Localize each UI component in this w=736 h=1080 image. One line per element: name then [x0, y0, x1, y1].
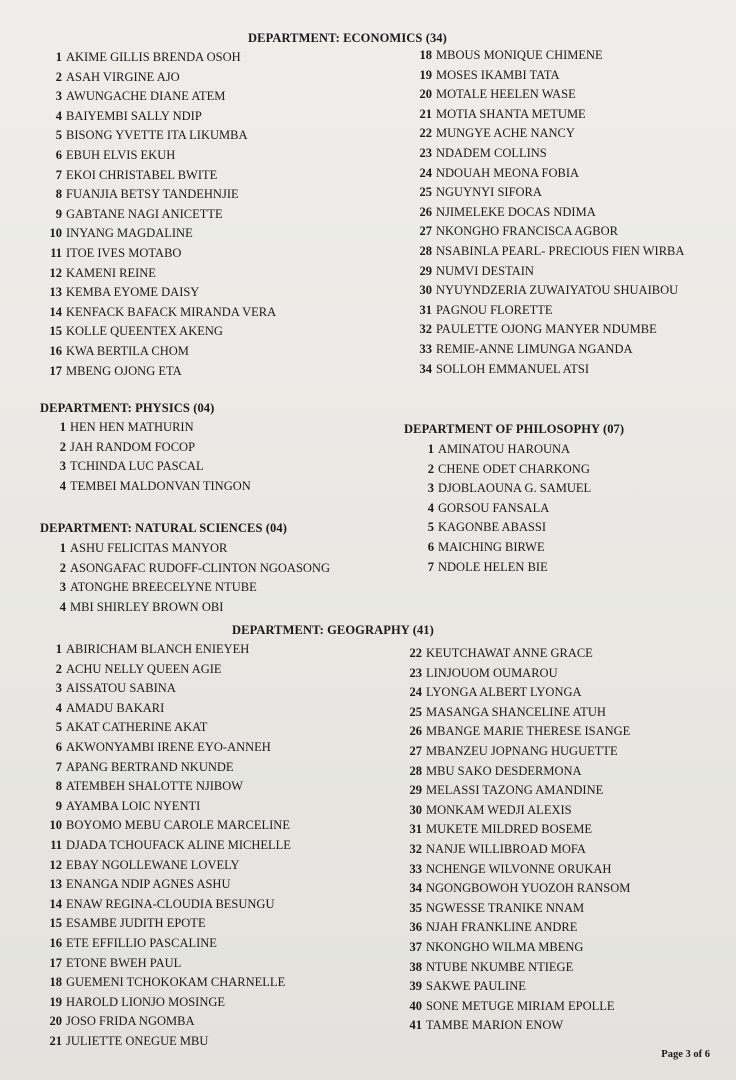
item-number: 27	[409, 743, 422, 758]
list-item	[408, 977, 630, 997]
student-name: DJOBLAOUNA G. SAMUEL	[438, 481, 592, 496]
list-item	[48, 477, 251, 497]
student-name: NCHENGE WILVONNE ORUKAH	[426, 861, 612, 876]
item-number: 16	[49, 935, 62, 950]
student-name: ETE EFFILLIO PASCALINE	[66, 935, 217, 950]
list-item	[416, 538, 591, 558]
item-number: 22	[409, 646, 422, 660]
student-name: AWUNGACHE DIANE ATEM	[66, 89, 226, 104]
item-number: 2	[427, 461, 434, 476]
item-number: 20	[49, 1014, 62, 1029]
item-number: 6	[427, 539, 434, 554]
list-item	[48, 303, 276, 323]
list-item	[48, 1012, 291, 1032]
student-name: MONKAM WEDJI ALEXIS	[426, 802, 572, 817]
item-number: 14	[49, 304, 62, 319]
list-item	[408, 781, 630, 801]
student-name: PAULETTE OJONG MANYER NDUMBE	[436, 322, 657, 337]
item-number: 16	[49, 343, 62, 358]
student-name: NJAH FRANKLINE ANDRE	[426, 920, 578, 935]
item-number: 29	[409, 783, 422, 798]
list-item	[48, 777, 291, 797]
student-name: NJIMELEKE DOCAS NDIMA	[436, 204, 596, 219]
item-number: 27	[419, 224, 432, 239]
item-number: 24	[419, 165, 432, 180]
list-item	[418, 222, 684, 242]
list-item	[408, 762, 630, 782]
item-number: 1	[55, 642, 62, 656]
item-number: 28	[419, 243, 432, 258]
student-name: SOLLOH EMMANUEL ATSI	[436, 361, 590, 376]
geography-list-right	[408, 644, 630, 1036]
student-name: LINJOUOM OUMAROU	[426, 665, 558, 680]
geography-heading: DEPARTMENT: GEOGRAPHY (41)	[232, 623, 434, 637]
student-name: NGWESSE TRANIKE NNAM	[426, 900, 585, 915]
student-name: ATONGHE BREECELYNE NTUBE	[70, 580, 257, 595]
student-name: MOSES IKAMBI TATA	[436, 67, 560, 82]
student-name: KEMBA EYOME DAISY	[66, 285, 200, 300]
student-name: NTUBE NKUMBE NTIEGE	[426, 959, 574, 974]
item-number: 6	[55, 739, 62, 754]
item-number: 31	[419, 302, 432, 317]
item-number: 1	[427, 442, 434, 456]
student-name: AMINATOU HAROUNA	[438, 442, 571, 456]
item-number: 36	[409, 920, 422, 935]
student-name: JOSO FRIDA NGOMBA	[66, 1014, 195, 1029]
list-item	[408, 899, 630, 919]
item-number: 18	[419, 48, 432, 62]
student-name: GABTANE NAGI ANICETTE	[66, 206, 223, 221]
student-name: MBI SHIRLEY BROWN OBI	[70, 599, 224, 614]
list-item	[418, 46, 684, 66]
list-item	[416, 558, 591, 578]
student-name: MBANGE MARIE THERESE ISANGE	[426, 724, 631, 739]
list-item	[418, 144, 684, 164]
list-item	[418, 124, 684, 144]
student-name: MOTIA SHANTA METUME	[436, 106, 586, 121]
list-item	[48, 679, 291, 699]
item-number: 7	[55, 759, 62, 774]
item-number: 30	[409, 802, 422, 817]
item-number: 32	[419, 322, 432, 337]
student-name: BOYOMO MEBU CAROLE MARCELINE	[66, 818, 290, 833]
item-number: 1	[59, 420, 66, 434]
list-item	[48, 559, 330, 579]
student-name: NGONGBOWOH YUOZOH RANSOM	[426, 881, 631, 896]
student-name: GORSOU FANSALA	[438, 500, 550, 515]
student-name: NDOUAH MEONA FOBIA	[436, 165, 580, 180]
list-item	[408, 703, 630, 723]
item-number: 29	[419, 263, 432, 278]
item-number: 4	[59, 478, 66, 493]
student-name: INYANG MAGDALINE	[66, 226, 193, 241]
natural-sciences-heading: DEPARTMENT: NATURAL SCIENCES (04)	[40, 521, 287, 535]
student-name: KENFACK BAFACK MIRANDA VERA	[66, 304, 277, 319]
student-name: AISSATOU SABINA	[66, 681, 176, 696]
item-number: 26	[419, 204, 432, 219]
list-item	[418, 164, 684, 184]
student-name: ETONE BWEH PAUL	[66, 955, 182, 970]
item-number: 2	[59, 439, 66, 454]
list-item	[48, 598, 330, 618]
list-item	[408, 664, 630, 684]
list-item	[48, 539, 330, 559]
student-name: AYAMBA LOIC NYENTI	[66, 798, 201, 813]
list-item	[48, 954, 291, 974]
student-name: ATEMBEH SHALOTTE NJIBOW	[66, 779, 244, 794]
list-item	[48, 107, 276, 127]
item-number: 4	[59, 599, 66, 614]
list-item	[408, 644, 630, 664]
list-item	[48, 146, 276, 166]
item-number: 30	[419, 283, 432, 298]
list-item	[408, 1016, 630, 1036]
list-item	[418, 340, 684, 360]
physics-heading: DEPARTMENT: PHYSICS (04)	[40, 401, 215, 415]
item-number: 21	[49, 1033, 62, 1048]
item-number: 15	[49, 916, 62, 931]
item-number: 3	[55, 681, 62, 696]
student-name: PAGNOU FLORETTE	[436, 302, 553, 317]
student-name: EBAY NGOLLEWANE LOVELY	[66, 857, 240, 872]
item-number: 5	[427, 520, 434, 535]
list-item	[418, 203, 684, 223]
list-item	[48, 224, 276, 244]
list-item	[408, 820, 630, 840]
student-name: CHENE ODET CHARKONG	[438, 461, 590, 476]
list-item	[418, 281, 684, 301]
item-number: 12	[49, 857, 62, 872]
list-item	[48, 993, 291, 1013]
student-name: SONE METUGE MIRIAM EPOLLE	[426, 998, 615, 1013]
list-item	[48, 758, 291, 778]
item-number: 10	[49, 226, 62, 241]
student-name: EKOI CHRISTABEL BWITE	[66, 167, 218, 182]
student-name: FUANJIA BETSY TANDEHNJIE	[66, 187, 239, 202]
list-item	[408, 860, 630, 880]
student-name: NDADEM COLLINS	[436, 145, 547, 160]
list-item	[48, 718, 291, 738]
item-number: 14	[49, 896, 62, 911]
list-item	[48, 797, 291, 817]
student-name: APANG BERTRAND NKUNDE	[66, 759, 234, 774]
student-name: LYONGA ALBERT LYONGA	[426, 685, 582, 700]
student-name: NGUYNYI SIFORA	[436, 185, 542, 200]
item-number: 40	[409, 998, 422, 1013]
list-item	[408, 938, 630, 958]
list-item	[48, 875, 291, 895]
list-item	[48, 126, 276, 146]
item-number: 13	[49, 877, 62, 892]
item-number: 15	[49, 324, 62, 339]
student-name: ENANGA NDIP AGNES ASHU	[66, 877, 231, 892]
student-name: NANJE WILLIBROAD MOFA	[426, 841, 586, 856]
item-number: 2	[55, 661, 62, 676]
item-number: 37	[409, 939, 422, 954]
student-name: EBUH ELVIS EKUH	[66, 147, 176, 162]
list-item	[418, 262, 684, 282]
student-name: NSABINLA PEARL- PRECIOUS FIEN WIRBA	[436, 243, 685, 258]
item-number: 7	[427, 559, 434, 574]
item-number: 25	[409, 704, 422, 719]
item-number: 7	[55, 167, 62, 182]
item-number: 1	[59, 541, 66, 555]
economics-heading: DEPARTMENT: ECONOMICS (34)	[248, 31, 447, 45]
student-name: ITOE IVES MOTABO	[66, 245, 182, 260]
student-name: MOTALE HEELEN WASE	[436, 87, 576, 102]
list-item	[48, 660, 291, 680]
list-item	[48, 640, 291, 660]
student-name: KWA BERTILA CHOM	[66, 343, 189, 358]
list-item	[48, 342, 276, 362]
item-number: 13	[49, 285, 62, 300]
item-number: 9	[55, 206, 62, 221]
student-name: NDOLE HELEN BIE	[438, 559, 548, 574]
student-name: DJADA TCHOUFACK ALINE MICHELLE	[66, 837, 291, 852]
list-item	[418, 242, 684, 262]
list-item	[48, 205, 276, 225]
item-number: 38	[409, 959, 422, 974]
list-item	[48, 856, 291, 876]
item-number: 3	[427, 481, 434, 496]
list-item	[418, 320, 684, 340]
item-number: 2	[59, 560, 66, 575]
item-number: 11	[50, 837, 62, 852]
student-name: ASHU FELICITAS MANYOR	[70, 541, 228, 555]
physics-list	[48, 418, 251, 496]
student-name: BAIYEMBI SALLY NDIP	[66, 108, 202, 123]
student-name: TAMBE MARION ENOW	[426, 1018, 564, 1033]
student-name: SAKWE PAULINE	[426, 979, 526, 994]
student-name: HEN HEN MATHURIN	[70, 420, 194, 434]
list-item	[48, 264, 276, 284]
item-number: 33	[419, 341, 432, 356]
item-number: 26	[409, 724, 422, 739]
list-item	[408, 997, 630, 1017]
student-name: ENAW REGINA-CLOUDIA BESUNGU	[66, 896, 275, 911]
list-item	[416, 460, 591, 480]
item-number: 17	[49, 363, 62, 378]
student-name: MELASSI TAZONG AMANDINE	[426, 783, 604, 798]
student-name: KOLLE QUEENTEX AKENG	[66, 324, 223, 339]
list-item	[408, 801, 630, 821]
list-item	[48, 816, 291, 836]
student-name: NKONGHO WILMA MBENG	[426, 939, 584, 954]
list-item	[408, 742, 630, 762]
list-item	[48, 457, 251, 477]
natural-sciences-list	[48, 539, 330, 617]
item-number: 8	[55, 187, 62, 202]
item-number: 3	[59, 580, 66, 595]
student-name: ASAH VIRGINE AJO	[66, 69, 180, 84]
list-item	[48, 362, 276, 382]
student-name: KEUTCHAWAT ANNE GRACE	[426, 646, 593, 660]
student-name: ABIRICHAM BLANCH ENIEYEH	[66, 642, 250, 656]
item-number: 11	[50, 245, 62, 260]
student-name: ESAMBE JUDITH EPOTE	[66, 916, 206, 931]
item-number: 10	[49, 818, 62, 833]
student-name: MBOUS MONIQUE CHIMENE	[436, 48, 603, 62]
item-number: 20	[419, 87, 432, 102]
list-item	[48, 438, 251, 458]
item-number: 34	[419, 361, 432, 376]
list-item	[48, 68, 276, 88]
student-name: MUNGYE ACHE NANCY	[436, 126, 575, 141]
item-number: 35	[409, 900, 422, 915]
item-number: 4	[55, 108, 62, 123]
item-number: 19	[49, 994, 62, 1009]
list-item	[48, 322, 276, 342]
list-item	[408, 879, 630, 899]
list-item	[48, 578, 330, 598]
item-number: 3	[55, 89, 62, 104]
list-item	[48, 244, 276, 264]
list-item	[408, 918, 630, 938]
list-item	[48, 418, 251, 438]
item-number: 18	[49, 975, 62, 990]
list-item	[418, 85, 684, 105]
student-name: MAICHING BIRWE	[438, 539, 545, 554]
student-name: MASANGA SHANCELINE ATUH	[426, 704, 606, 719]
item-number: 12	[49, 265, 62, 280]
list-item	[48, 934, 291, 954]
list-item	[48, 895, 291, 915]
student-name: TEMBEI MALDONVAN TINGON	[70, 478, 251, 493]
item-number: 17	[49, 955, 62, 970]
student-name: MUKETE MILDRED BOSEME	[426, 822, 592, 837]
item-number: 23	[419, 145, 432, 160]
student-name: HAROLD LIONJO MOSINGE	[66, 994, 226, 1009]
student-name: REMIE-ANNE LIMUNGA NGANDA	[436, 341, 633, 356]
list-item	[418, 183, 684, 203]
student-name: AMADU BAKARI	[66, 700, 165, 715]
list-item	[48, 738, 291, 758]
philosophy-list	[416, 440, 591, 577]
item-number: 3	[59, 459, 66, 474]
item-number: 4	[427, 500, 434, 515]
list-item	[48, 836, 291, 856]
item-number: 23	[409, 665, 422, 680]
item-number: 31	[409, 822, 422, 837]
list-item	[48, 1032, 291, 1052]
student-name: TCHINDA LUC PASCAL	[70, 459, 204, 474]
item-number: 41	[409, 1018, 422, 1033]
student-name: AKIME GILLIS BRENDA OSOH	[66, 50, 241, 64]
item-number: 9	[55, 798, 62, 813]
student-name: ACHU NELLY QUEEN AGIE	[66, 661, 222, 676]
student-name: JULIETTE ONEGUE MBU	[66, 1033, 209, 1048]
list-item	[416, 479, 591, 499]
item-number: 19	[419, 67, 432, 82]
geography-list-left	[48, 640, 291, 1051]
list-item	[408, 683, 630, 703]
student-name: NUMVI DESTAIN	[436, 263, 534, 278]
item-number: 24	[409, 685, 422, 700]
list-item	[48, 283, 276, 303]
item-number: 39	[409, 979, 422, 994]
economics-list-left	[48, 48, 276, 381]
item-number: 22	[419, 126, 432, 141]
economics-list-right	[418, 46, 684, 379]
page-number: Page 3 of 6	[661, 1049, 710, 1060]
student-name: KAMENI REINE	[66, 265, 156, 280]
list-item	[408, 840, 630, 860]
student-name: NKONGHO FRANCISCA AGBOR	[436, 224, 618, 239]
list-item	[418, 301, 684, 321]
list-item	[48, 973, 291, 993]
list-item	[418, 66, 684, 86]
student-name: NYUYNDZERIA ZUWAIYATOU SHUAIBOU	[436, 283, 679, 298]
student-name: AKAT CATHERINE AKAT	[66, 720, 208, 735]
list-item	[408, 722, 630, 742]
list-item	[48, 914, 291, 934]
student-name: KAGONBE ABASSI	[438, 520, 547, 535]
item-number: 28	[409, 763, 422, 778]
list-item	[48, 87, 276, 107]
list-item	[418, 105, 684, 125]
student-name: ASONGAFAC RUDOFF-CLINTON NGOASONG	[70, 560, 330, 575]
item-number: 25	[419, 185, 432, 200]
list-item	[416, 440, 591, 460]
philosophy-heading: DEPARTMENT OF PHILOSOPHY (07)	[404, 422, 625, 436]
item-number: 5	[55, 128, 62, 143]
student-name: MBANZEU JOPNANG HUGUETTE	[426, 743, 618, 758]
item-number: 21	[419, 106, 432, 121]
list-item	[416, 518, 591, 538]
list-item	[416, 499, 591, 519]
student-name: BISONG YVETTE ITA LIKUMBA	[66, 128, 248, 143]
item-number: 32	[409, 841, 422, 856]
list-item	[48, 699, 291, 719]
student-name: MBENG OJONG ETA	[66, 363, 182, 378]
item-number: 4	[55, 700, 62, 715]
item-number: 34	[409, 881, 422, 896]
item-number: 8	[55, 779, 62, 794]
item-number: 33	[409, 861, 422, 876]
list-item	[48, 185, 276, 205]
item-number: 6	[55, 147, 62, 162]
student-name: AKWONYAMBI IRENE EYO-ANNEH	[66, 739, 271, 754]
item-number: 2	[55, 69, 62, 84]
list-item	[418, 360, 684, 380]
list-item	[408, 958, 630, 978]
student-name: GUEMENI TCHOKOKAM CHARNELLE	[66, 975, 286, 990]
item-number: 1	[55, 50, 62, 64]
list-item	[48, 48, 276, 68]
student-name: JAH RANDOM FOCOP	[70, 439, 196, 454]
item-number: 5	[55, 720, 62, 735]
list-item	[48, 166, 276, 186]
student-name: MBU SAKO DESDERMONA	[426, 763, 582, 778]
